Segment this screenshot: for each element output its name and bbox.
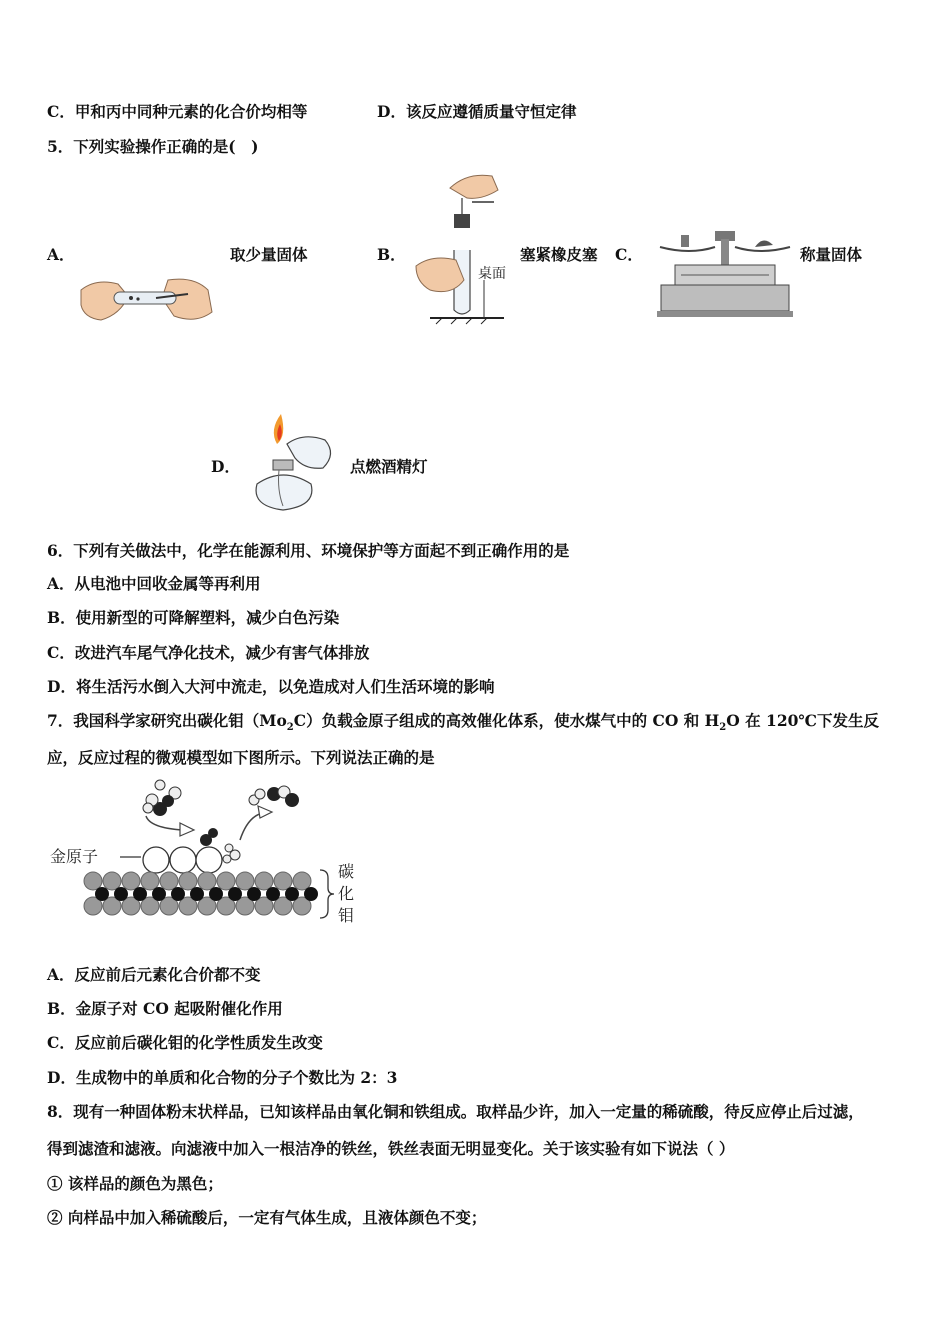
carbide-label-1: 碳 bbox=[338, 862, 355, 881]
carbide-label-3: 钼 bbox=[338, 906, 355, 925]
q8-stem-line2: 得到滤渣和滤液。向滤液中加入一根洁净的铁丝，铁丝表面无明显变化。关于该实验有如下说法（ ） bbox=[47, 1139, 735, 1158]
alcohol-lamp-figure bbox=[243, 410, 343, 515]
q6-option-c: C．改进汽车尾气净化技术，减少有害气体排放 bbox=[47, 643, 370, 662]
catalyst-model-figure bbox=[48, 778, 368, 933]
hands-test-tube-icon bbox=[81, 279, 212, 320]
q5-option-d-label: D． bbox=[211, 457, 240, 476]
balance-scale-icon bbox=[657, 231, 793, 317]
q6-option-d: D．将生活污水倒入大河中流走，以免造成对人们生活环境的影响 bbox=[47, 677, 495, 696]
q6-option-a: A．从电池中回收金属等再利用 bbox=[47, 574, 261, 593]
balance-figure bbox=[655, 225, 795, 320]
gold-atom-label: 金原子 bbox=[50, 847, 99, 866]
molybdenum-carbide-layer-icon bbox=[84, 872, 318, 915]
q8-item-1: ① 该样品的颜色为黑色； bbox=[47, 1174, 223, 1193]
alcohol-lamp-icon bbox=[256, 414, 330, 510]
q8-item-2: ② 向样品中加入稀硫酸后，一定有气体生成，且液体颜色不变； bbox=[47, 1208, 487, 1227]
q5-option-c-label: C． bbox=[615, 245, 643, 264]
q7-option-c: C．反应前后碳化钼的化学性质发生改变 bbox=[47, 1033, 323, 1052]
product-molecules-icon bbox=[249, 786, 299, 807]
reactant-molecules-icon bbox=[143, 780, 181, 816]
gold-atoms-icon bbox=[143, 847, 222, 873]
q7-stem-line1: 7．我国科学家研究出碳化钼$(Mo_2C)$负载金原子组成的高效催化体系，使水煤气中的 CO 和 $H_2O$ 在 120℃下发生反 bbox=[47, 711, 879, 734]
desk-label: 桌面 bbox=[478, 266, 506, 282]
q5-option-c-text: 称量固体 bbox=[800, 245, 863, 264]
brace-icon bbox=[320, 870, 334, 918]
stopper-figure bbox=[412, 170, 512, 325]
arrow-in-icon bbox=[146, 816, 183, 830]
q5-option-b-label: B． bbox=[377, 245, 406, 264]
q4-option-d: D．该反应遵循质量守恒定律 bbox=[377, 102, 577, 121]
q7-option-d: D．生成物中的单质和化合物的分子个数比为 2：3 bbox=[47, 1068, 398, 1087]
q5-option-a-text: 取少量固体 bbox=[230, 245, 308, 264]
q7-option-b: B．金原子对 CO 起吸附催化作用 bbox=[47, 999, 283, 1018]
q5-stem: 5．下列实验操作正确的是( ) bbox=[47, 137, 259, 156]
q4-option-c: C．甲和丙中同种元素的化合价均相等 bbox=[47, 102, 308, 121]
q8-stem-line1: 8．现有一种固体粉末状样品，已知该样品由氧化铜和铁组成。取样品少许，加入一定量的稀硫酸，待反应停止后过滤， bbox=[47, 1102, 864, 1121]
hand-stopper-tube-icon bbox=[416, 175, 504, 324]
q7-stem-line2: 应，反应过程的微观模型如下图所示。下列说法正确的是 bbox=[47, 748, 435, 767]
q5-option-b-text: 塞紧橡皮塞 bbox=[520, 245, 598, 264]
q7-option-a: A．反应前后元素化合价都不变 bbox=[47, 965, 261, 984]
q5-option-a-label: A． bbox=[47, 245, 75, 264]
q6-option-b: B．使用新型的可降解塑料，减少白色污染 bbox=[47, 608, 340, 627]
carbide-label-2: 化 bbox=[338, 884, 355, 903]
q5-option-d-text: 点燃酒精灯 bbox=[350, 457, 428, 476]
take-solid-figure bbox=[76, 270, 216, 326]
q6-stem: 6．下列有关做法中，化学在能源利用、环境保护等方面起不到正确作用的是 bbox=[47, 541, 570, 560]
